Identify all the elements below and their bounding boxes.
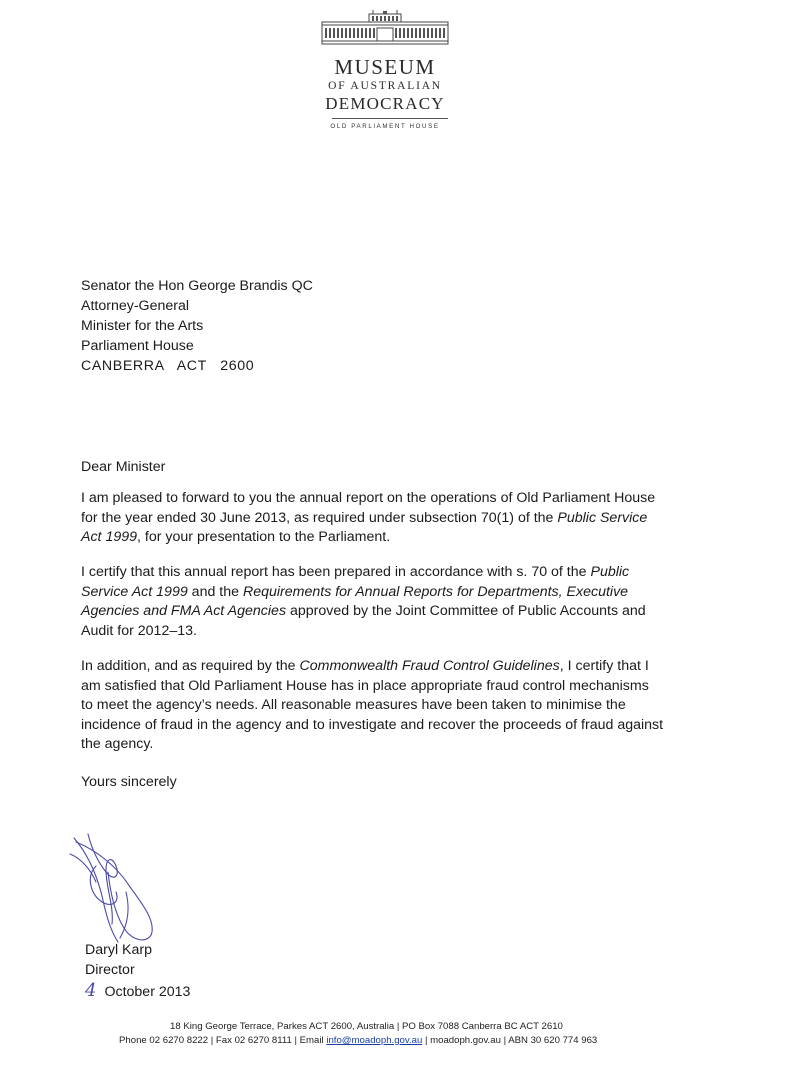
italic-title: Public Service — [557, 509, 648, 526]
text-run: , for your presentation to the Parliament. — [137, 529, 391, 546]
footer-contacts — [119, 1034, 597, 1048]
signer-block — [85, 940, 152, 980]
text-run: and the — [187, 583, 243, 600]
logo-text-of-australian: OF AUSTRALIAN — [328, 80, 442, 92]
body-paragraph-1 — [81, 489, 655, 548]
italic-title: Commonwealth Fraud Control Guidelines — [299, 658, 560, 674]
closing: Yours sincerely — [81, 774, 177, 790]
paragraph-line: am satisfied that Old Parliament House has in place appropriate fraud control mechanisms — [81, 677, 649, 694]
paragraph-line: the agency. — [81, 736, 154, 753]
logo-text-museum: MUSEUM — [334, 55, 436, 79]
italic-title: Public — [590, 564, 630, 580]
signer-name: Daryl Karp — [85, 942, 153, 958]
address-line: Senator the Hon George Brandis QC — [81, 278, 313, 294]
text-run: for the year ended 30 June 2013, as required under subsection 70(1) of the — [81, 509, 558, 526]
address-line: CANBERRA ACT 2600 — [81, 358, 255, 374]
paragraph-line — [81, 509, 655, 529]
text-run: approved by the Joint Committee of Public Accounts and — [286, 603, 646, 620]
paragraph-line — [81, 602, 646, 622]
parliament-building-icon — [321, 10, 449, 46]
paragraph-line: I am pleased to forward to you the annual report on the operations of Old Parliament House — [81, 490, 656, 506]
logo-text-democracy: DEMOCRACY — [325, 94, 445, 113]
handwritten-signature — [66, 832, 176, 948]
museum-logo — [319, 10, 451, 130]
address-line: Parliament House — [81, 338, 194, 354]
paragraph-line — [81, 583, 646, 603]
italic-title: Act 1999 — [81, 529, 138, 546]
paragraph-line — [81, 563, 646, 583]
footer-address: 18 King George Terrace, Parkes ACT 2600, Australia | PO Box 7088 Canberra BC ACT 2610 — [170, 1021, 563, 1032]
text-run: , I certify that I — [559, 658, 649, 674]
handwritten-day: 4 — [85, 980, 97, 1001]
paragraph-line: Audit for 2012–13. — [81, 622, 197, 639]
logo-divider — [332, 118, 448, 119]
address-line: Minister for the Arts — [81, 318, 204, 334]
text-run: In addition, and as required by the — [81, 658, 300, 674]
body-paragraph-2 — [81, 563, 646, 641]
date-text: October 2013 — [104, 984, 191, 1000]
footer-email-link[interactable]: info@moadoph.gov.au — [326, 1035, 423, 1046]
italic-title: Service Act 1999 — [81, 583, 188, 600]
paragraph-line — [81, 528, 655, 548]
salutation: Dear Minister — [81, 459, 166, 475]
address-line: Attorney-General — [81, 298, 190, 314]
logo-text-old-parliament-house: OLD PARLIAMENT HOUSE — [330, 123, 440, 130]
signer-title: Director — [85, 962, 135, 978]
paragraph-line — [81, 657, 663, 677]
italic-title: Requirements for Annual Reports for Departments, Executive — [242, 583, 629, 600]
recipient-address — [81, 276, 313, 376]
footer-web-abn: | moadoph.gov.au | ABN 30 620 774 963 — [422, 1035, 598, 1046]
paragraph-line: to meet the agency’s needs. All reasonable measures have been taken to minimise the — [81, 697, 626, 714]
body-paragraph-3 — [81, 657, 663, 755]
italic-title: Agencies and FMA Act Agencies — [81, 603, 287, 620]
letter-date — [85, 981, 190, 1002]
text-run: I certify that this annual report has been prepared in accordance with s. 70 of the — [81, 564, 591, 580]
paragraph-line: incidence of fraud in the agency and to investigate and recover the proceeds of fraud against — [81, 716, 664, 733]
footer-phone-fax: Phone 02 6270 8222 | Fax 02 6270 8111 | Email — [119, 1035, 327, 1046]
